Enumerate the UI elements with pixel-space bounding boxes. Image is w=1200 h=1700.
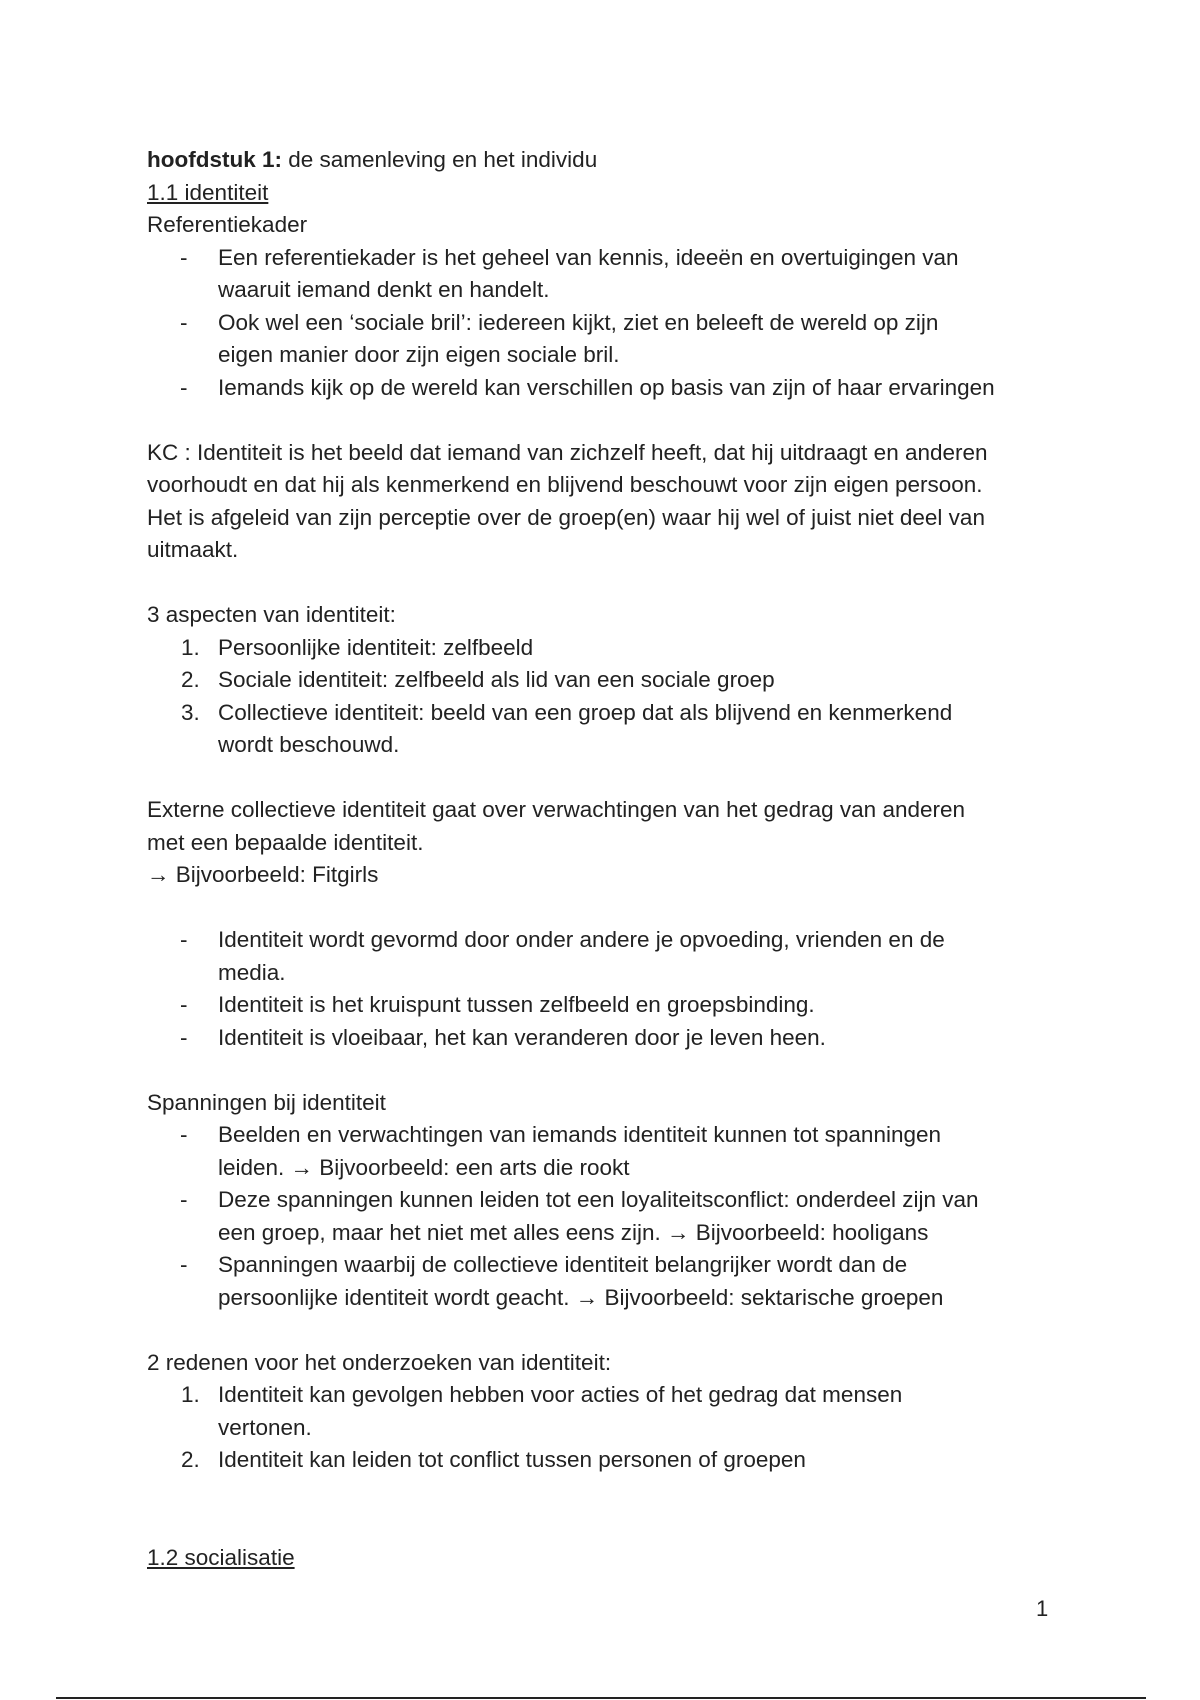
list-item: 1. Persoonlijke identiteit: zelfbeeld: [181, 634, 534, 660]
list-item: 2. Identiteit kan leiden tot conflict tussen personen of groepen: [181, 1447, 806, 1472]
spacer: [147, 892, 1067, 925]
spanningen-heading: Spanningen bij identiteit: [147, 1089, 386, 1115]
list-item: - Identiteit wordt gevormd door onder andere je opvoeding, vrienden en de media.: [180, 927, 945, 985]
list-item: - Een referentiekader is het geheel van kennis, ideeën en overtuigingen van waaruit iemand denkt en handelt.: [180, 244, 959, 302]
page-number: 1: [1036, 1596, 1049, 1621]
list-item: - Deze spanningen kunnen leiden tot een loyaliteitsconflict: onderdeel zijn van een groep, maar het niet met alles eens zijn. → Bijvoorbeeld: hooligans: [180, 1187, 979, 1245]
aspecten-heading: 3 aspecten van identiteit:: [147, 602, 396, 627]
vorming-list: [147, 924, 1067, 1054]
list-item: - Iemands kijk op de wereld kan verschillen op basis van zijn of haar ervaringen: [180, 374, 995, 400]
list-item: - Ook wel een ‘sociale bril’: iedereen kijkt, ziet en beleeft de wereld op zijn eigen manier door zijn eigen sociale bril.: [180, 309, 939, 367]
list-item: 3. Collectieve identiteit: beeld van een groep dat als blijvend en kenmerkend wordt beschouwd.: [181, 699, 953, 757]
spacer: [147, 1477, 1067, 1510]
redenen-heading: 2 redenen voor het onderzoeken van identiteit:: [147, 1349, 612, 1375]
referentiekader-heading: Referentiekader: [147, 212, 308, 237]
referentiekader-list: [147, 242, 1067, 405]
section-1-1-title: 1.1 identiteit: [147, 179, 269, 205]
list-item: - Spanningen waarbij de collectieve identiteit belangrijker wordt dan de persoonlijke identiteit wordt geacht. → Bijvoorbeeld: sektarische groepen: [180, 1252, 944, 1310]
chapter-title: de samenleving en het individu: [282, 147, 598, 172]
list-item: - Identiteit is vloeibaar, het kan veranderen door je leven heen.: [180, 1024, 826, 1050]
spacer: [147, 1314, 1067, 1347]
spacer: [147, 404, 1067, 437]
list-item: - Beelden en verwachtingen van iemands identiteit kunnen tot spanningen leiden. → Bijvoorbeeld: een arts die rookt: [180, 1122, 942, 1180]
list-item: - Identiteit is het kruispunt tussen zelfbeeld en groepsbinding.: [180, 992, 815, 1017]
redenen-list: [147, 1379, 1067, 1477]
spacer: [147, 1509, 1067, 1542]
list-item: 2. Sociale identiteit: zelfbeeld als lid van een sociale groep: [181, 667, 775, 692]
spacer: [147, 567, 1067, 600]
chapter-heading: [147, 144, 1067, 177]
bottom-divider: [56, 1697, 1146, 1699]
extern-paragraph: Externe collectieve identiteit gaat over verwachtingen van het gedrag van anderen met een bepaalde identiteit. → Bijvoorbeeld: Fitgirls: [147, 797, 966, 887]
spacer: [147, 762, 1067, 795]
section-1-2-title: 1.2 socialisatie: [147, 1544, 295, 1570]
spacer: [147, 1054, 1067, 1087]
spanningen-list: [147, 1119, 1067, 1314]
document-page: [147, 144, 1067, 1574]
kc-paragraph: KC : Identiteit is het beeld dat iemand van zichzelf heeft, dat hij uitdraagt en anderen voorhoudt en dat hij als kenmerkend en blijvend beschouwt voor zijn eigen persoon. Het is afgeleid van zijn perceptie over de groep(en) waar hij wel of juist niet deel van uitmaakt.: [147, 439, 988, 562]
list-item: 1. Identiteit kan gevolgen hebben voor acties of het gedrag dat mensen vertonen.: [181, 1382, 903, 1440]
aspecten-list: [147, 632, 1067, 762]
chapter-label: hoofdstuk 1:: [147, 147, 282, 172]
